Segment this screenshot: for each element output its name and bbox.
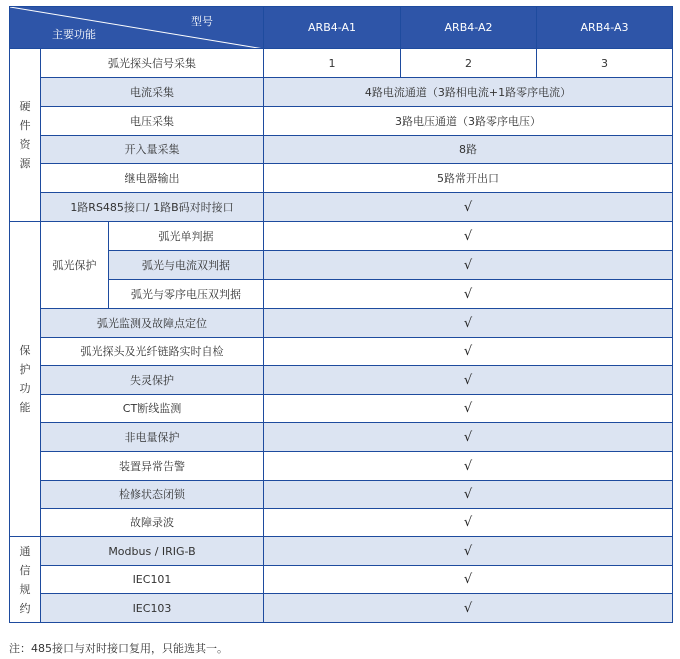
group-protocol: 通 信 规 约 (10, 537, 41, 623)
header-corner-cell (10, 7, 264, 49)
footnote: 注：485接口与对时接口复用，只能选其一。 (9, 642, 228, 655)
row-value: 8路 (264, 136, 673, 164)
row-value: 5路常开出口 (264, 164, 673, 193)
row-label: CT断线监测 (41, 395, 264, 423)
diagonal-divider (10, 7, 264, 49)
row-value: 1 (264, 49, 401, 78)
row-label: 检修状态闭锁 (41, 481, 264, 509)
model-header-a2: ARB4-A2 (401, 7, 537, 49)
row-label: 失灵保护 (41, 366, 264, 395)
check-mark: √ (264, 423, 673, 452)
row-label: 弧光与零序电压双判据 (109, 280, 264, 309)
check-mark: √ (264, 251, 673, 280)
row-label: 弧光与电流双判据 (109, 251, 264, 280)
row-label: 1路RS485接口/ 1路B码对时接口 (41, 193, 264, 222)
row-label: IEC101 (41, 566, 264, 594)
spec-table (9, 6, 673, 623)
check-mark: √ (264, 395, 673, 423)
check-mark: √ (264, 481, 673, 509)
row-label: 弧光监测及故障点定位 (41, 309, 264, 338)
check-mark: √ (264, 509, 673, 537)
row-label: 开入量采集 (41, 136, 264, 164)
row-value: 4路电流通道（3路相电流+1路零序电流） (264, 78, 673, 107)
check-mark: √ (264, 537, 673, 566)
row-label: 弧光探头及光纤链路实时自检 (41, 338, 264, 366)
check-mark: √ (264, 309, 673, 338)
check-mark: √ (264, 338, 673, 366)
row-label: 电流采集 (41, 78, 264, 107)
check-mark: √ (264, 566, 673, 594)
check-mark: √ (264, 452, 673, 481)
row-value: 2 (401, 49, 537, 78)
row-label: 装置异常告警 (41, 452, 264, 481)
group-protection: 保 护 功 能 (10, 222, 41, 537)
row-label: 电压采集 (41, 107, 264, 136)
arc-protection-group: 弧光保护 (41, 222, 109, 309)
row-label: 非电量保护 (41, 423, 264, 452)
check-mark: √ (264, 366, 673, 395)
row-label: 故障录波 (41, 509, 264, 537)
group-hardware: 硬 件 资 源 (10, 49, 41, 222)
row-value: 3 (537, 49, 673, 78)
model-header-a1: ARB4-A1 (264, 7, 401, 49)
header-function-label: 主要功能 (52, 28, 96, 41)
model-header-a3: ARB4-A3 (537, 7, 673, 49)
row-label: 弧光探头信号采集 (41, 49, 264, 78)
row-label: Modbus / IRIG-B (41, 537, 264, 566)
check-mark: √ (264, 280, 673, 309)
row-label: 继电器输出 (41, 164, 264, 193)
header-model-label: 型号 (191, 15, 214, 28)
row-label: IEC103 (41, 594, 264, 623)
check-mark: √ (264, 222, 673, 251)
check-mark: √ (264, 594, 673, 623)
row-label: 弧光单判据 (109, 222, 264, 251)
row-value: 3路电压通道（3路零序电压） (264, 107, 673, 136)
check-mark: √ (264, 193, 673, 222)
